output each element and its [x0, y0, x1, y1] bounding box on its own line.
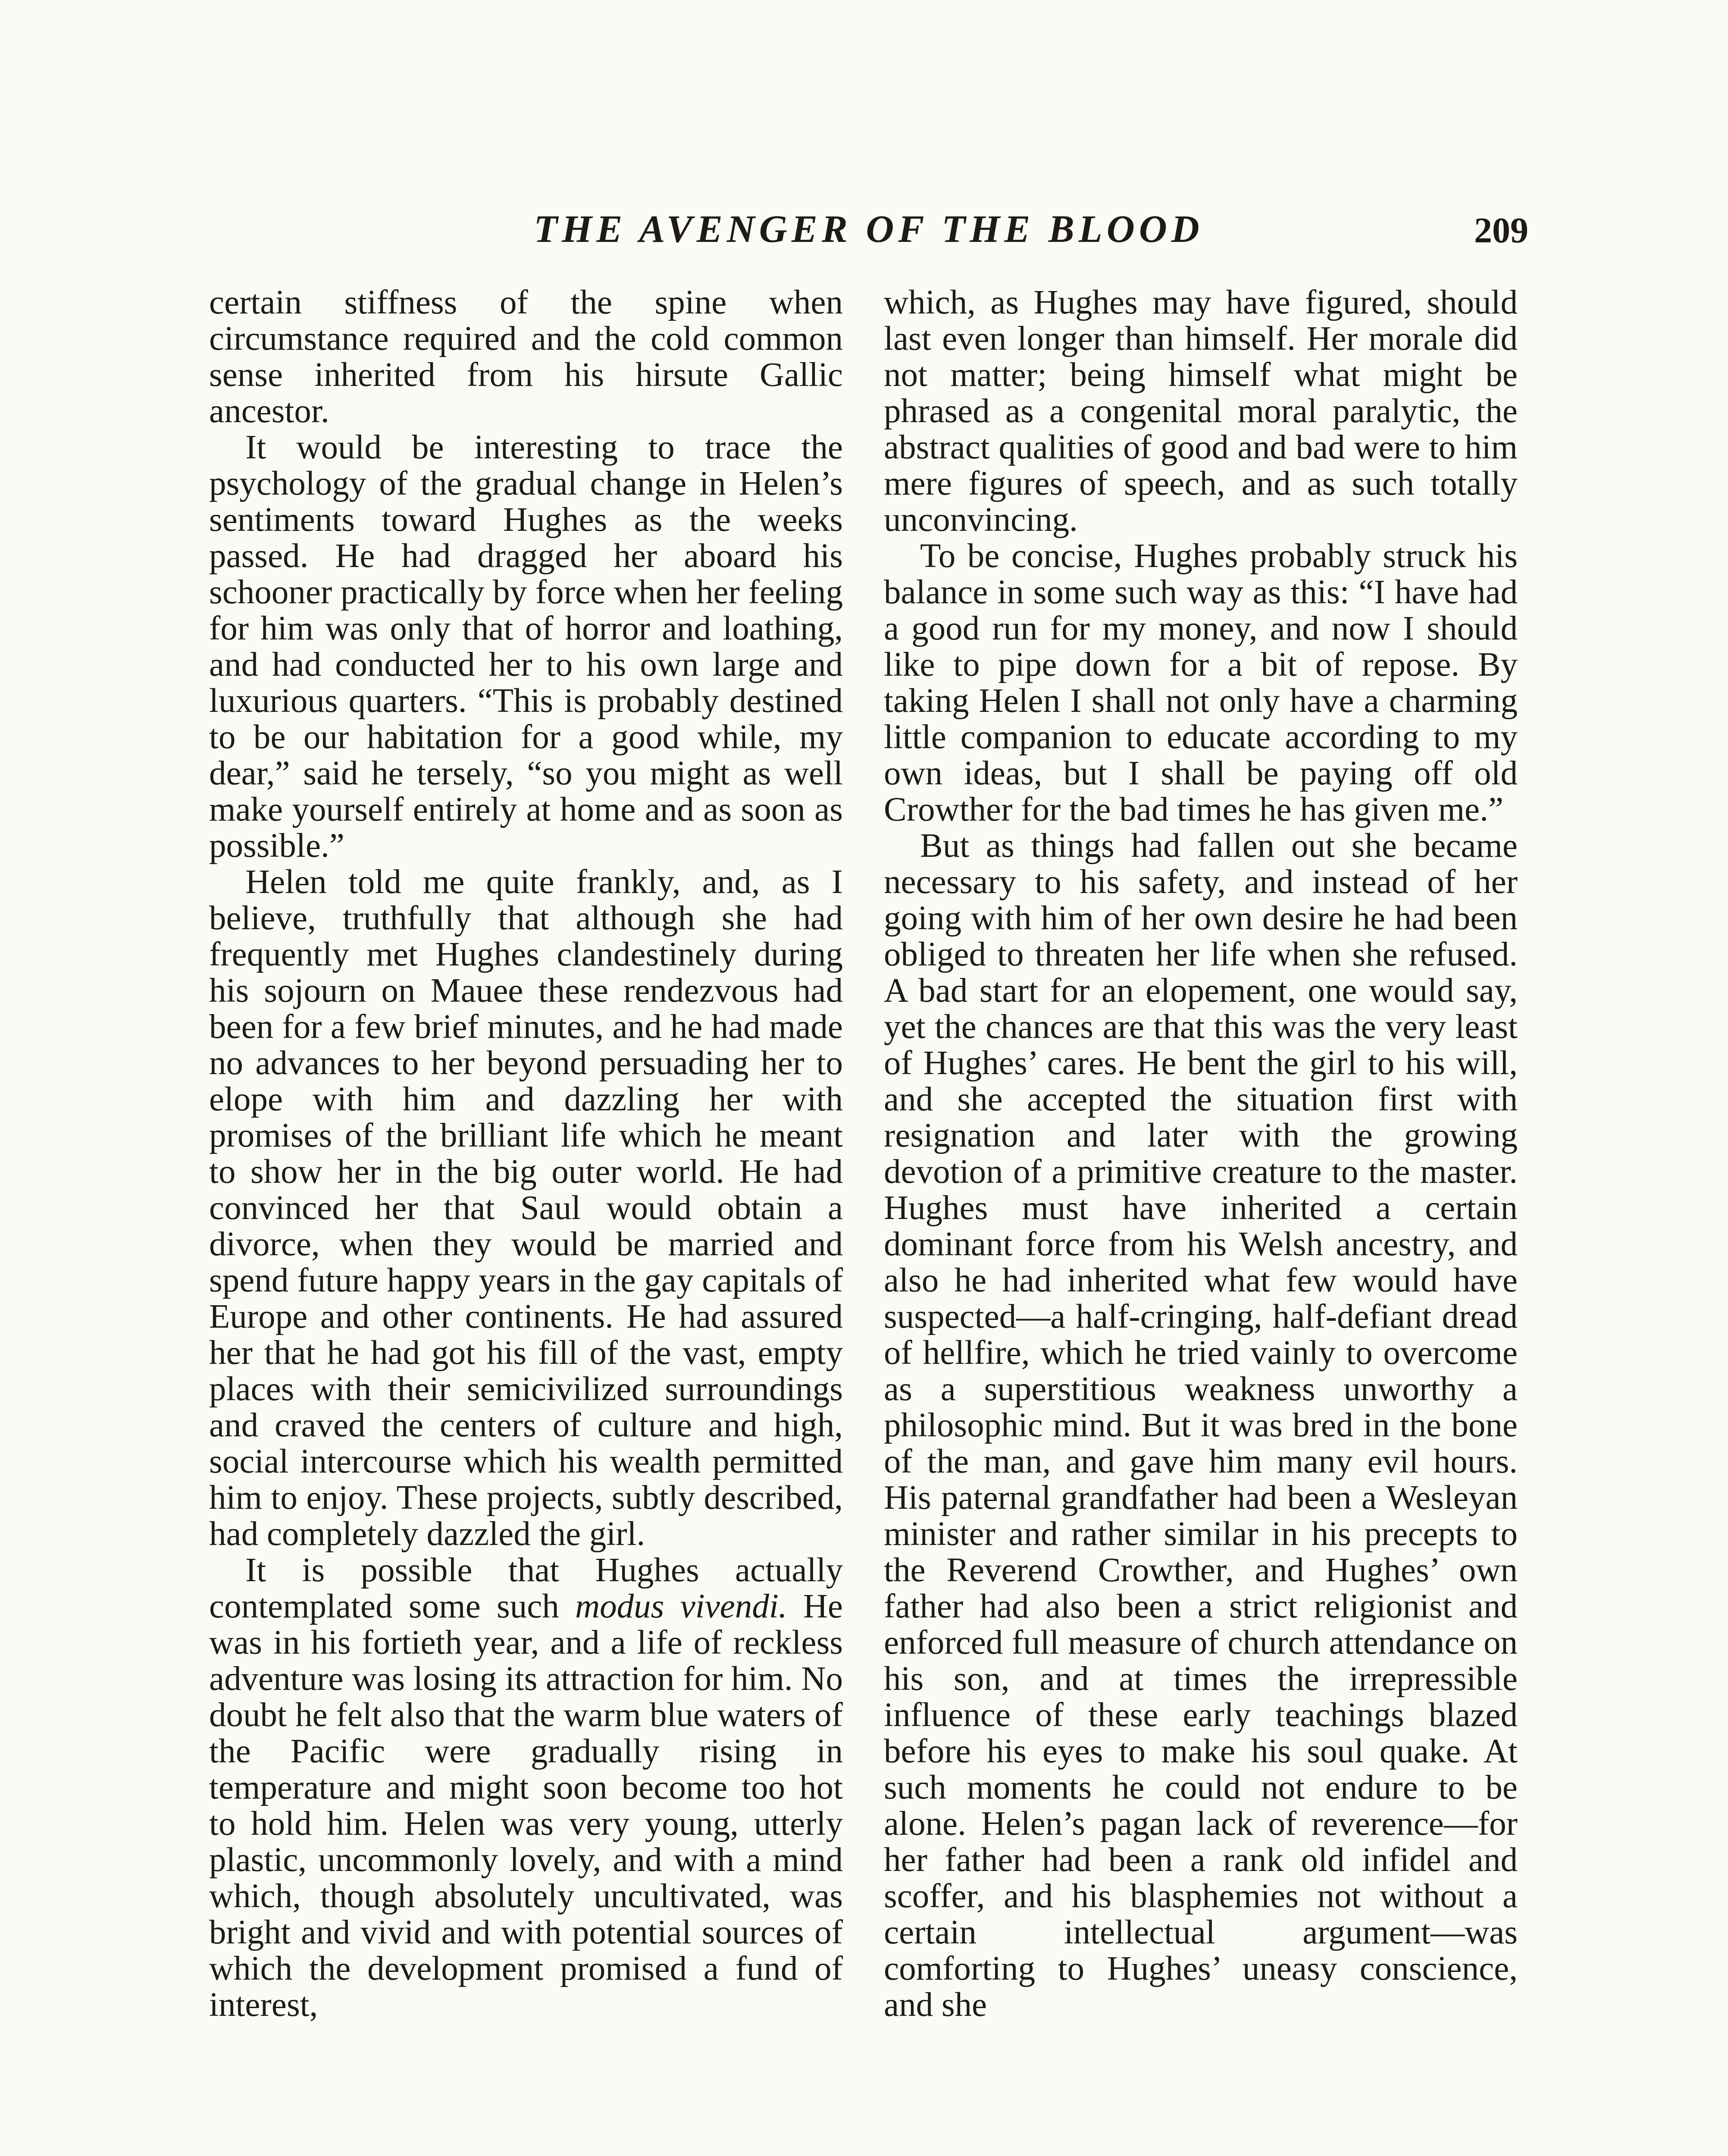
- paragraph: certain stiffness of the spine when circumstance required and the cold common sense inherited from his hirsute Gallic ancestor.: [209, 284, 843, 430]
- running-head: [209, 198, 1528, 263]
- paragraph: Helen told me quite frankly, and, as I believe, truthfully that although she had frequently met Hughes clandestinely during his sojourn on Mauee these rendezvous had been for a few brief minutes, and he had made no advances to her beyond persuading her to elope with him and dazzling her with promises of the brilliant life which he meant to show her in the big outer world. He had convinced her that Saul would obtain a divorce, when they would be married and spend future happy years in the gay capitals of Europe and other continents. He had assured her that he had got his fill of the vast, empty places with their semicivilized surroundings and craved the centers of culture and high, social intercourse which his wealth permitted him to enjoy. These projects, subtly described, had completely dazzled the girl.: [209, 863, 843, 1553]
- paragraph: To be concise, Hughes probably struck his balance in some such way as this: “I have had a good run for my money, and now I should like to pipe down for a bit of repose. By taking Helen I shall not only have a charming little companion to educate according to my own ideas, but I shall be paying off old Crowther for the bad times he has given me.”: [884, 537, 1518, 828]
- right-column: [884, 285, 1518, 2023]
- paragraph: But as things had fallen out she became necessary to his safety, and instead of her going with him of her own desire he had been obliged to threaten her life when she refused. A bad start for an elopement, one would say, yet the chances are that this was the very least of Hughes’ cares. He bent the girl to his will, and she accepted the situation first with resignation and later with the growing devotion of a primitive creature to the master. Hughes must have inherited a certain dominant force from his Welsh ancestry, and also he had inherited what few would have suspected—a half-cringing, half-defiant dread of hellfire, which he tried vainly to overcome as a superstitious weakness unworthy a philosophic mind. But it was bred in the bone of the man, and gave him many evil hours. His paternal grandfather had been a Wesleyan minister and rather similar in his precepts to the Reverend Crowther, and Hughes’ own father had also been a strict religionist and enforced full measure of church attendance on his son, and at times the irrepressible influence of these early teachings blazed before his eyes to make his soul quake. At such moments he could not endure to be alone. Helen’s pagan lack of reverence—for her father had been a rank old infidel and scoffer, and his blasphemies not without a certain intellectual argument—was comforting to Hughes’ uneasy conscience, and she: [884, 827, 1518, 2024]
- italic-phrase: modus vivendi.: [575, 1588, 787, 1625]
- paragraph: It would be interesting to trace the psychology of the gradual change in Helen’s sentiments toward Hughes as the weeks passed. He had dragged her aboard his schooner practically by force when her feeling for him was only that of horror and loathing, and had conducted her to his own large and luxurious quarters. “This is probably destined to be our habitation for a good while, my dear,” said he tersely, “so you might as well make yourself entirely at home and as soon as possible.”: [209, 429, 843, 865]
- page-number: 209: [1474, 210, 1528, 251]
- paragraph: It is possible that Hughes actually contemplated some such modus vivendi. He was in his fortieth year, and a life of reckless adventure was losing its attraction for him. No doubt he felt also that the warm blue waters of the Pacific were gradually rising in temperature and might soon become too hot to hold him. Helen was very young, utterly plastic, uncommonly lovely, and with a mind which, though absolutely uncultivated, was bright and vivid and with potential sources of which the development promised a fund of interest,: [209, 1551, 843, 2024]
- left-column: [209, 285, 843, 2023]
- paragraph: which, as Hughes may have figured, should last even longer than himself. Her morale did not matter; being himself what might be phrased as a congenital moral paralytic, the abstract qualities of good and bad were to him mere figures of speech, and as such totally unconvincing.: [884, 284, 1518, 539]
- running-title: THE AVENGER OF THE BLOOD: [534, 208, 1204, 251]
